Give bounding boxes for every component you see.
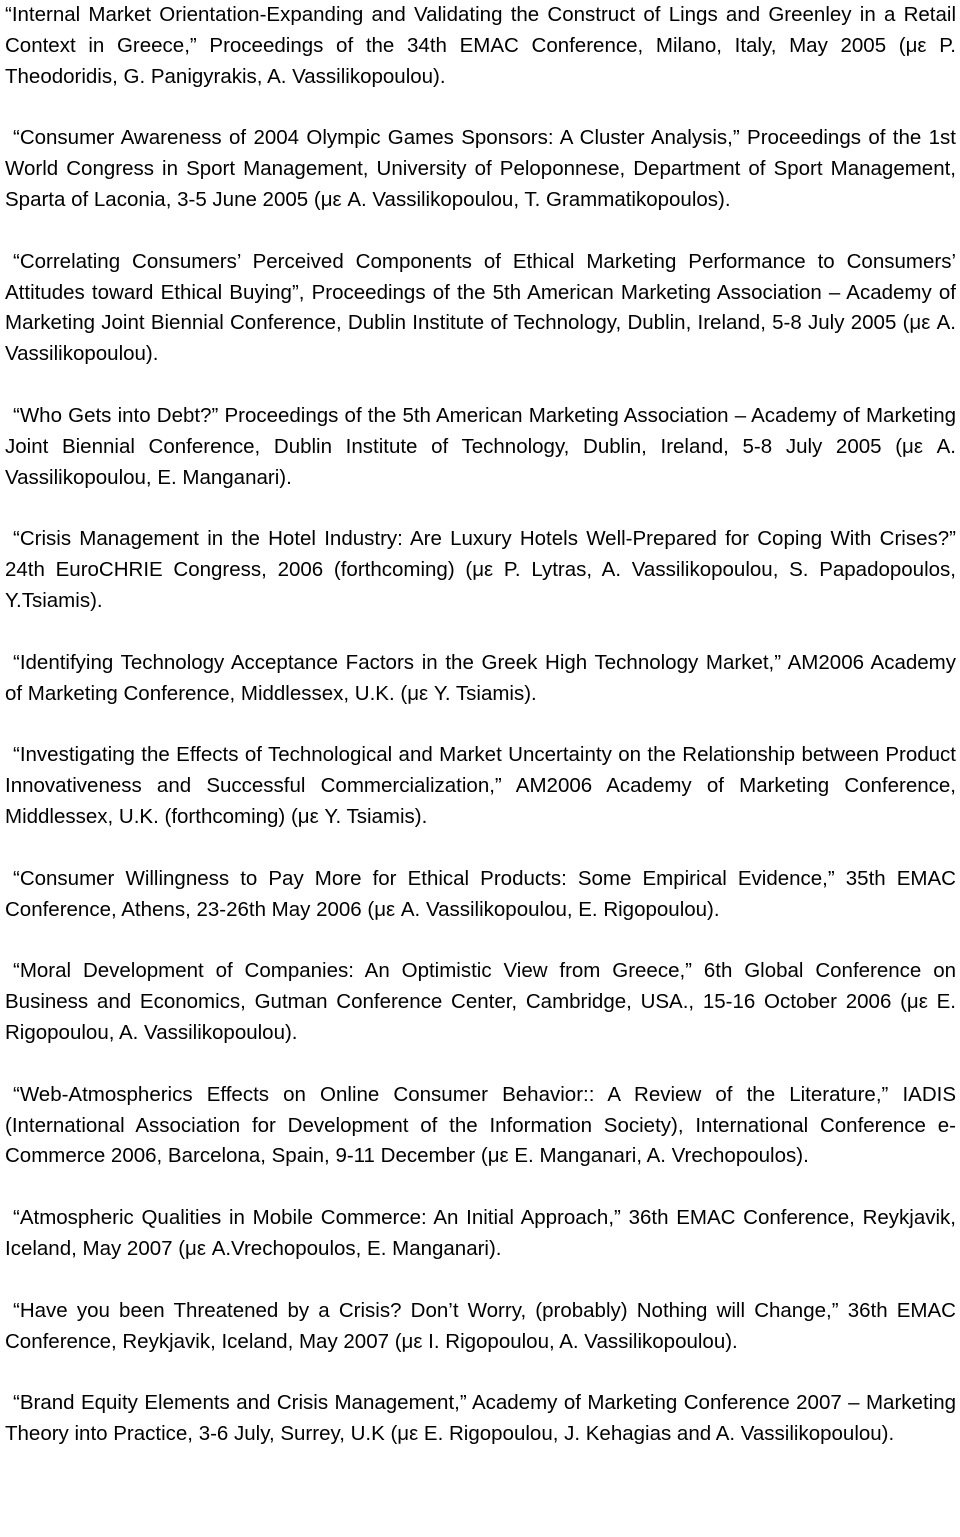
publication-entry: “Consumer Willingness to Pay More for Ethical Products: Some Empirical Evidence,” 35th EMAC Conference, Athens, 23-26th May 2006 (με A. Vassilikopoulou, E. Rigopoulou). [5, 866, 956, 921]
publication-entry: “Who Gets into Debt?” Proceedings of the 5th American Marketing Association – Academy of Marketing Joint Biennial Conference, Dublin Institute of Technology, Dublin, Ireland, 5-8 July 2005 (με A. Vassilikopoulou, E. Manganari). [5, 403, 956, 489]
publications-list [5, 0, 956, 1481]
publication-entry: “Identifying Technology Acceptance Factors in the Greek High Technology Market,” AM2006 Academy of Marketing Conference, Middlessex, U.K. (με Y. Tsiamis). [5, 650, 956, 705]
publication-entry: “Consumer Awareness of 2004 Olympic Games Sponsors: A Cluster Analysis,” Proceedings of the 1st World Congress in Sport Management, University of Peloponnese, Department of Sport Management, Sparta of Laconia, 3-5 June 2005 (με A. Vassilikopoulou, T. Grammatikopoulos). [5, 126, 956, 211]
publication-entry: “Correlating Consumers’ Perceived Components of Ethical Marketing Performance to Consumers’ Attitudes toward Ethical Buying”, Proceedings of the 5th American Marketing Association – Academy of Marketing Joint Biennial Conference, Dublin Institute of Technology, Dublin, Ireland, 5-8 July 2005 (με A. Vassilikopoulou). [5, 249, 956, 366]
publication-entry: “Internal Market Orientation-Expanding and Validating the Construct of Lings and Greenley in a Retail Context in Greece,” Proceedings of the 34th EMAC Conference, Milano, Italy, May 2005 (με P. Theodoridis, G. Panigyrakis, A. Vassilikopoulou). [5, 3, 956, 88]
publication-entry: “Investigating the Effects of Technological and Market Uncertainty on the Relationship between Product Innovativeness and Successful Commercialization,” AM2006 Academy of Marketing Conference, Middlessex, U.K. (forthcoming) (με Y. Tsiamis). [5, 743, 956, 828]
publication-entry: “Moral Development of Companies: An Optimistic View from Greece,” 6th Global Conference on Business and Economics, Gutman Conference Center, Cambridge, USA., 15-16 October 2006 (με E. Rigopoulou, A. Vassilikopoulou). [5, 959, 956, 1044]
publication-entry: “Web-Atmospherics Effects on Online Consumer Behavior:: A Review of the Literature,” IADIS (International Association for Development of the Information Society), International Conference e-Commerce 2006, Barcelona, Spain, 9-11 December (με E. Manganari, A. Vrechopoulos). [5, 1082, 956, 1168]
publication-entry: “Have you been Threatened by a Crisis? Don’t Worry, (probably) Nothing will Change,” 36th EMAC Conference, Reykjavik, Iceland, May 2007 (με I. Rigopoulou, A. Vassilikopoulou). [5, 1298, 956, 1353]
publication-entry: “Atmospheric Qualities in Mobile Commerce: An Initial Approach,” 36th EMAC Conference, Reykjavik, Iceland, May 2007 (με A.Vrechopoulos, E. Manganari). [5, 1206, 956, 1260]
publication-entry: “Brand Equity Elements and Crisis Management,” Academy of Marketing Conference 2007 – Marketing Theory into Practice, 3-6 July, Surrey, U.K (με E. Rigopoulou, J. Kehagias and A. Vassilikopoulou). [5, 1391, 956, 1446]
publication-entry: “Crisis Management in the Hotel Industry: Are Luxury Hotels Well-Prepared for Coping With Crises?” 24th EuroCHRIE Congress, 2006 (forthcoming) (με P. Lytras, A. Vassilikopoulou, S. Papadopoulos, Y.Tsiamis). [5, 527, 956, 612]
